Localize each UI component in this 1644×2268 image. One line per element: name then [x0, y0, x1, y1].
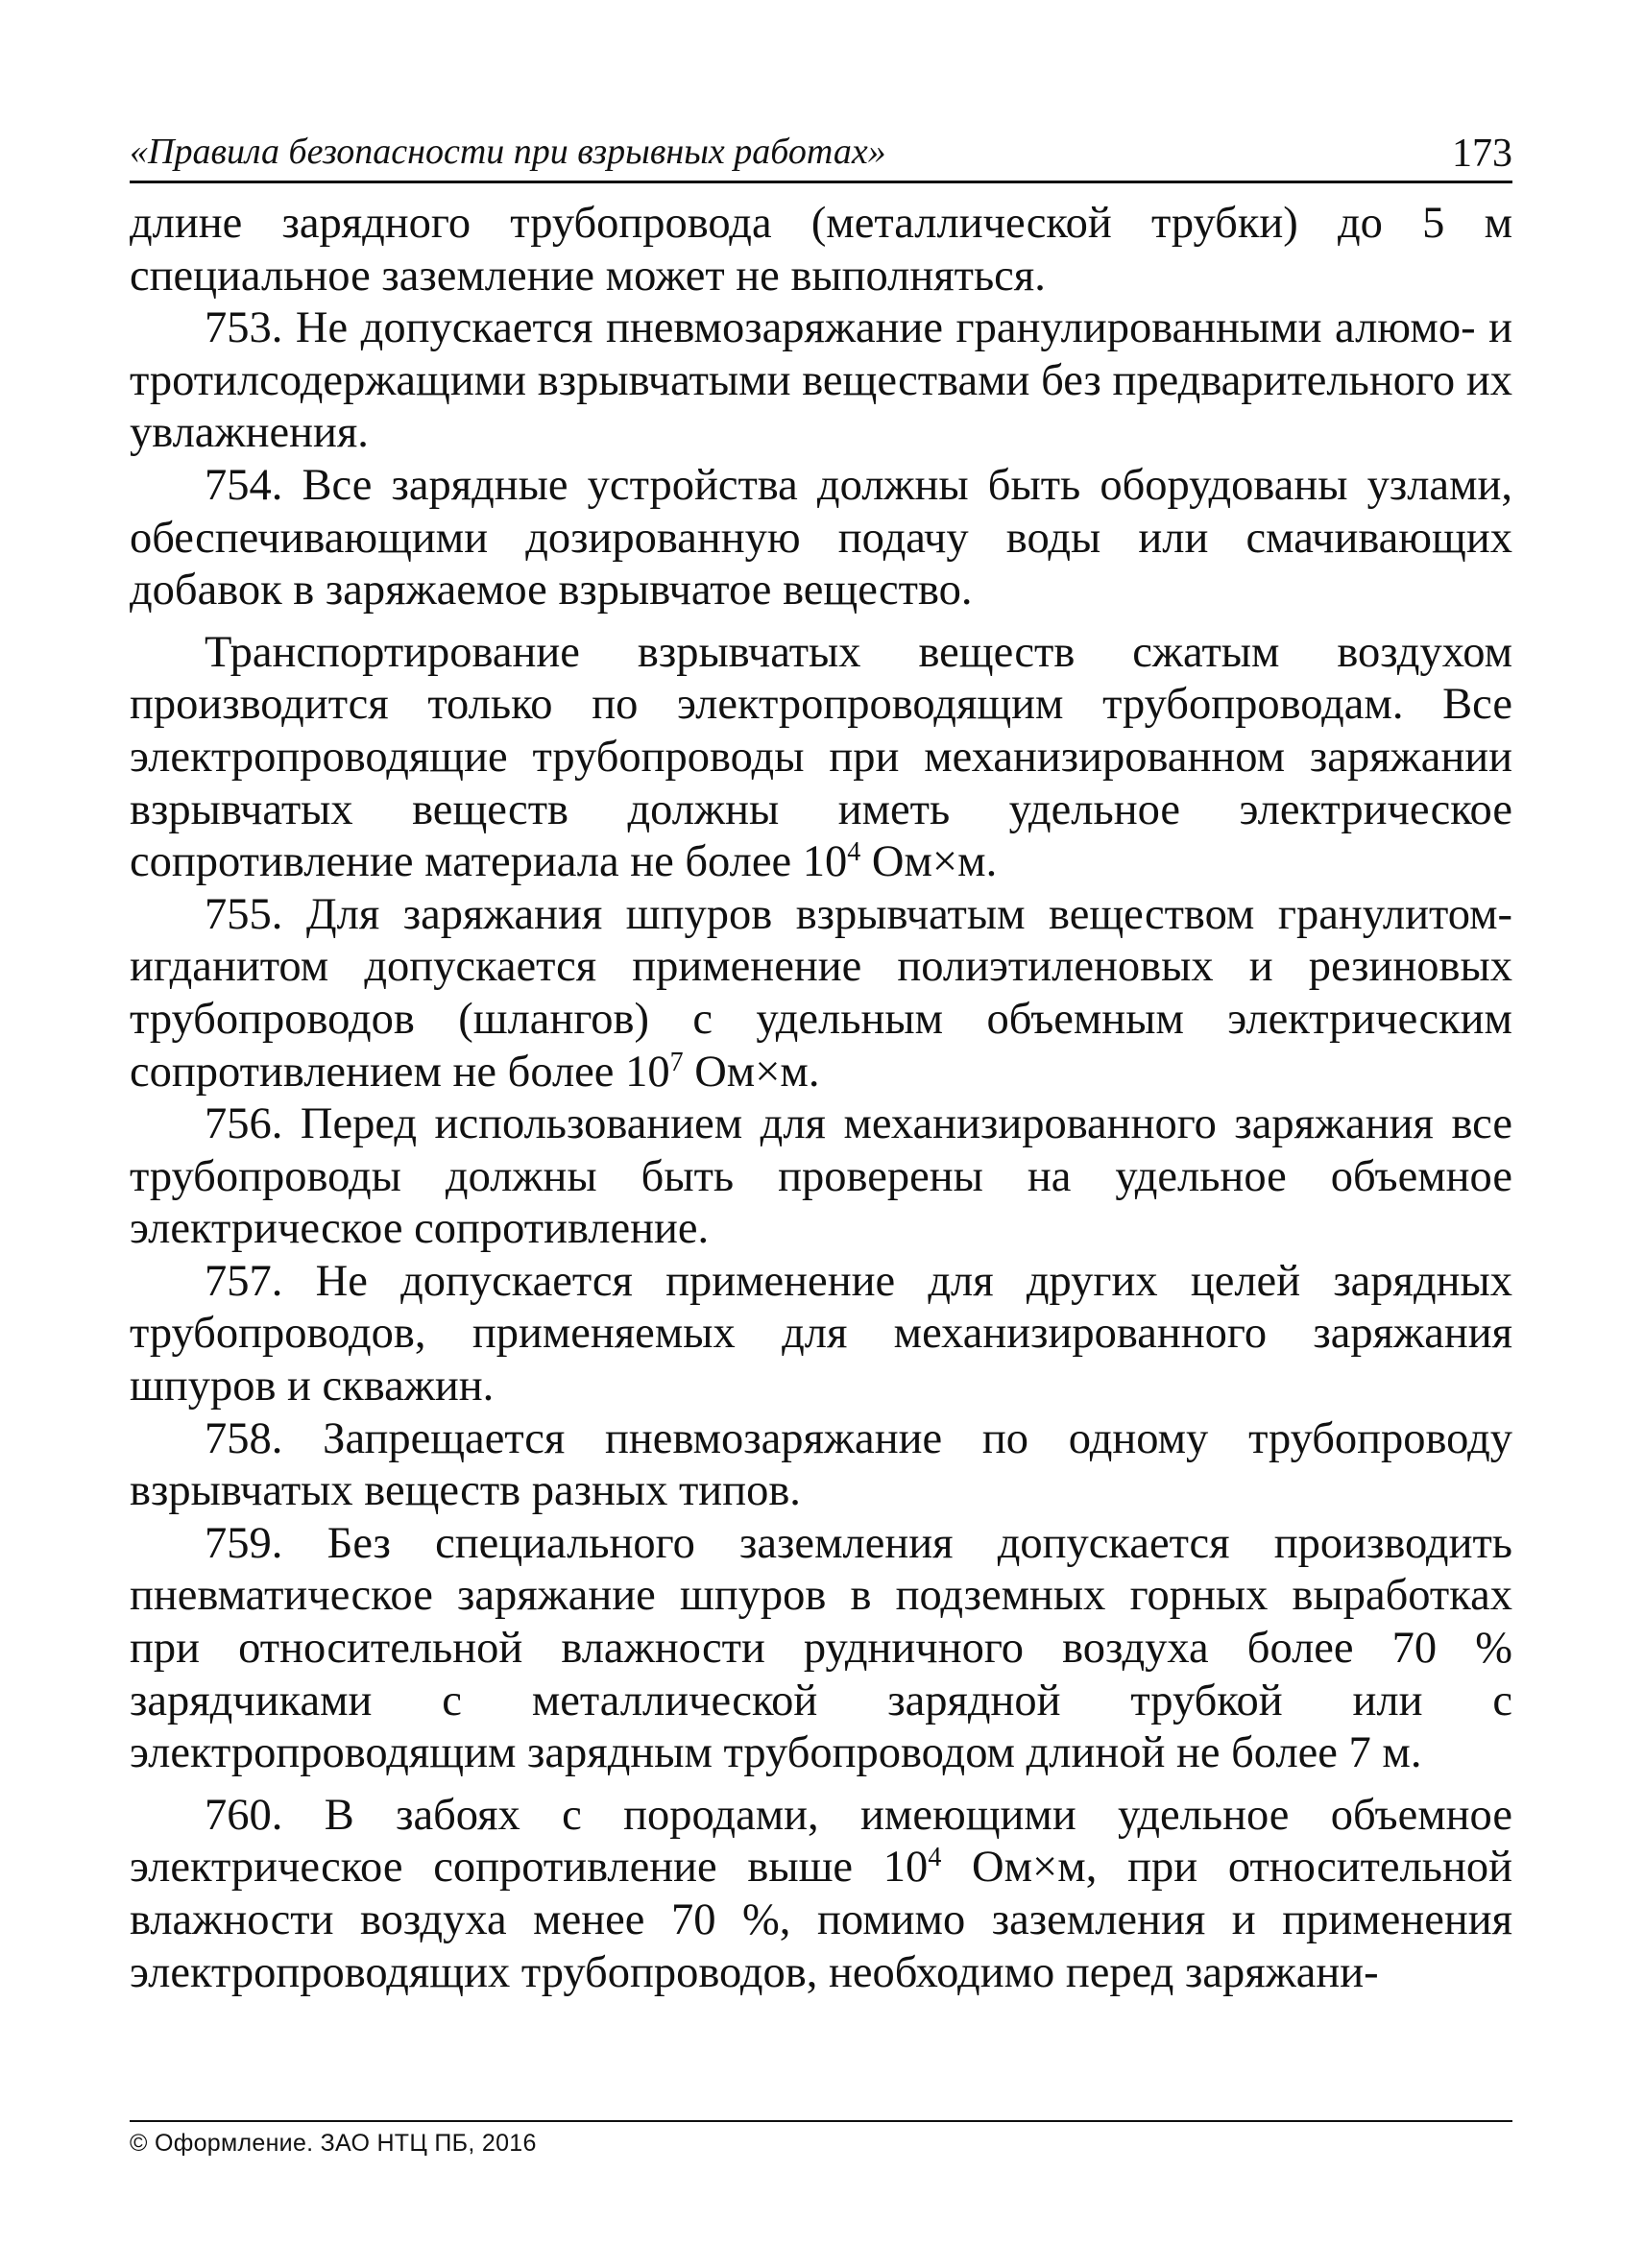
paragraph-753: 753. Не допускается пневмозаряжание гранулированными алюмо- и тротилсодержащими взрывчатыми веществами без предварительного их увлажнения. — [130, 303, 1512, 458]
paragraph-759: 759. Без специального заземления допускается производить пневматическое заряжание шпуров в подземных горных выработках при относительной влажности рудничного воздуха более 70 % зарядчиками с металлической зарядной трубкой или с электропроводящим зарядным трубопроводом длиной не более 7 м. — [130, 1518, 1512, 1778]
paragraph-758: 758. Запрещается пневмозаряжание по одному трубопроводу взрывчатых веществ разных типов. — [130, 1413, 1512, 1516]
paragraph-757: 757. Не допускается применение для других целей зарядных трубопроводов, применяемых для механизированного заряжания шпуров и скважин. — [130, 1256, 1512, 1411]
running-header — [130, 123, 1512, 183]
paragraph-continuation: длине зарядного трубопровода (металлической трубки) до 5 м специальное заземление может не выполняться. — [130, 199, 1512, 301]
exponent: 4 — [847, 837, 861, 868]
paragraph-755 — [130, 889, 1512, 1098]
paragraph-text: Ом×м. — [683, 1047, 820, 1097]
paragraph-text: 760. В забоях с породами, имеющими удельное объемное электрическое сопротивление выше 10 — [130, 1790, 1512, 1893]
paragraph-text: Транспортирование взрывчатых веществ сжатым воздухом производится только по электропроводящим трубопроводам. Все электропроводящие трубопроводы при механизированном заряжании взрывчатых веществ должны иметь удельное электрическое сопротивление материала не более 10 — [130, 627, 1512, 887]
page-number: 173 — [1452, 132, 1512, 176]
running-header-title: «Правила безопасности при взрывных работах» — [130, 132, 886, 172]
body-text — [130, 198, 1512, 1999]
paragraph-transport — [130, 627, 1512, 889]
paragraph-text: Ом×м. — [860, 837, 998, 887]
exponent: 4 — [928, 1843, 942, 1873]
paragraph-760 — [130, 1790, 1512, 1999]
exponent: 7 — [669, 1047, 684, 1077]
footer-divider — [130, 2120, 1512, 2122]
document-page — [130, 0, 1512, 2268]
footer-copyright: © Оформление. ЗАО НТЦ ПБ, 2016 — [130, 2130, 537, 2157]
paragraph-754: 754. Все зарядные устройства должны быть оборудованы узлами, обеспечивающими дозированную подачу воды или смачивающих добавок в заряжаемое взрывчатое вещество. — [130, 460, 1512, 615]
paragraph-text: Ом×м, при относительной влажности воздуха менее 70 %, помимо заземления и применения электропроводящих трубопроводов, необходимо перед заряжани- — [130, 1843, 1513, 1997]
paragraph-756: 756. Перед использованием для механизированного заряжания все трубопроводы должны быть проверены на удельное объемное электрическое сопротивление. — [130, 1099, 1512, 1254]
paragraph-text: 755. Для заряжания шпуров взрывчатым веществом гранулитом-игданитом допускается применение полиэтиленовых и резиновых трубопроводов (шлангов) с удельным объемным электрическим сопротивлением не более 10 — [130, 889, 1512, 1097]
